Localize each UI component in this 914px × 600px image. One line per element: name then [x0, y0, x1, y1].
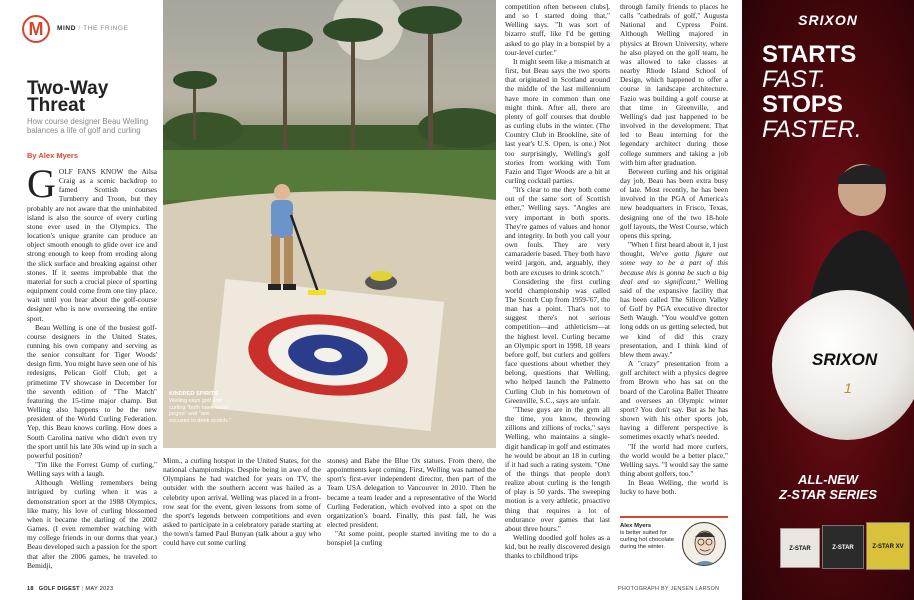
ball-brand: SRIXON — [812, 350, 878, 369]
photo-caption — [169, 391, 231, 425]
ad-brand: SRIXON — [798, 12, 858, 28]
ad-cta-2: Z-STAR SERIES — [779, 487, 877, 502]
col4-p2: It might seem like a mismatch at first, but Beau says the two sports that originated in Scotland around the middle of the last millennium have more in common than one might think. After all, there are plenty of golf courses that double as curling clubs in the winter. (The Country Club in Brookline, site of last year's U.S. Open, is one.) Not too surprisingly, Welling's golf stories from working with Tom Fazio and Tiger Woods are a hit at curling cocktail parties. — [505, 56, 610, 185]
col5-p3c: " Welling said of the expansive facility that has been called The Silicon Valley of Golf by PGA executive director Seth Waugh. "You would've gotten long odds on us getting selected, but we kind of did this crazy presentation, and I think kind of blew them away." — [620, 276, 728, 359]
box-2-label: Z-STAR — [832, 545, 854, 551]
body-column-5 — [620, 2, 728, 508]
caption-text: Welling says golf and curling "both have weird jargon" and "are excuses to drink scotch." — [169, 397, 231, 425]
section-letter: M — [28, 19, 44, 39]
author-bio-box — [620, 516, 728, 568]
col4-p1: competition often between clubs], and so I started doing that," Welling says. "It was sort of bizarro stuff, like I'd be getting asked to go play in a bonspiel by a tour-level curler." — [505, 2, 610, 57]
ad-line-1: STARTS — [762, 41, 857, 68]
col4-p3: "It's clear to me they both come out of the same sort of Scottish ether," Welling says. "Angles are very important in both sports. They're games of values and honor and integrity. In both you call your own fouls. They are very camaraderie based. They both have weird jargon, and, arguably, they both are excuses to drink scotch." — [505, 185, 610, 277]
srixon-ad[interactable] — [742, 0, 914, 600]
caption-title: KINDRED SPIRITS — [169, 391, 218, 397]
col3-p1: stones) and Babe the Blue Ox statues. From there, the appointments kept coming. First, Welling was named the sport's first-ever independent director, then part of the Team USA delegation to Vancouver in 2010. Then he became a team leader and a representative of the World Curling Federation, which evolved into a spot on the organization's board. Finally, this past fall, he was elected president. — [327, 456, 496, 530]
ad-line-4: FASTER. — [762, 116, 862, 143]
section-name: MIND — [57, 25, 77, 32]
ball-boxes — [780, 522, 912, 572]
col5-p5: "If the world had more curlers, the world would be a better place," Welling says. "I would say the same thing about golfers, too." — [620, 441, 728, 478]
box-1-label: Z-STAR — [789, 546, 811, 552]
col1-p4: Although Welling remembers being intrigued by curling when it was a demonstration sport at the 1988 Olympics, like many, his love of curling blossomed when it became the darling of the 2002 Games. (I even remember watching with my college friends in our dorms that year.) Beau developed such a passion for the sport that after the 2006 games, he traveled to Bemidji, — [27, 478, 157, 570]
col4-p6: Welling doodled golf holes as a kid, but he really discovered design thanks to childhood trips — [505, 533, 610, 561]
col4-p4: Considering the first curling world championship was called The Scotch Cup from 1959-'67, the man has a point. That's not to suggest there's not serious competition—and athleticism—at the highest level. Curling became an Olympic sport in 1998, 18 years before golf, but curlers and golfers face questions about whether they belong, questions that Welling, who helped launch the Palmetto Curling Club in his hometown of Greenville, S.C., says are unfair. — [505, 276, 610, 405]
issue-date: MAY 2023 — [85, 586, 114, 592]
body-column-1 — [27, 167, 157, 580]
col5-p6: In Beau Welling, the world is lucky to have both. — [620, 478, 728, 497]
author-caricature — [682, 522, 726, 566]
magazine-name: GOLF DIGEST — [38, 586, 80, 592]
page-number: 18 — [27, 586, 34, 592]
ad-cta-1: ALL-NEW — [798, 472, 858, 487]
drop-cap: G — [27, 167, 56, 206]
ball-number: 1 — [844, 380, 852, 396]
section-label: MIND / THE FRINGE — [57, 25, 129, 32]
ad-line-3: STOPS — [762, 91, 843, 118]
box-2 — [822, 525, 864, 569]
section-sub: THE FRINGE — [83, 25, 129, 32]
col5-p3a: "When I first heard about it, I just thought, We've — [620, 240, 728, 259]
section-badge — [22, 15, 50, 43]
bio-name: Alex Myers — [620, 523, 652, 529]
col5-p4: A "crazy" presentation from a golf architect with a physics degree from Brown who has sat on the board of the Carolina Ballet Theatre and oversees an Olympic winter sport? You don't say. But as he has shown with his other sports job, having a different perspective is sometimes exactly what's needed. — [620, 359, 728, 442]
col4-p5: "These guys are in the gym all the time, you know, throwing zillions and zillions of rocks," says Welling, who maintains a single-digit handicap in golf and estimates he would be about an 18 in curling if it had such a rating system. "One of the things that people don't realize about curling is the length of play is 50 yards. The sweeping motion is a very athletic, proactive thing that requires a lot of endurance over games that last about three hours." — [505, 404, 610, 533]
box-3 — [866, 522, 910, 570]
ad-headline — [762, 42, 912, 142]
col1-p1: OLF FANS KNOW the Ailsa Craig as a scenic backdrop to famed Scottish courses Turnberry and Troon, but they probably are not aware that the uninhabited island is also the source of every curling stone ever used in the Olympics. The location's unique granite can produce an object smooth enough to glide over ice and strong enough to keep from eroding along the slick surface and breaking against other stones. If it seems improbable that the material for such a crucial piece of sporting equipment could come from one tiny place, wait until you hear about the golf-course designer who is now overseeing the entire sport. — [27, 167, 157, 323]
box-1 — [780, 528, 820, 568]
headline: Two-Way Threat — [27, 78, 109, 116]
col1-p2: Beau Welling is one of the busiest golf-course designers in the United States, running his own company and serving as the senior consultant for Tiger Woods' design firm. You might have seen one of his redesigns, Pelican Golf Club, get a primetime TV showcase in December for the seventh edition of "The Match" featuring the 15-time major champ. But Welling also happens to be the new president of the World Curling Federation. Yep, this Beau knows curling. How does a South Carolina native who didn't even try the sport until his late 30s wind up in such a powerful position? — [27, 322, 157, 460]
dek: How course designer Beau Welling balances a life of golf and curling — [27, 117, 149, 136]
body-column-3 — [327, 456, 496, 580]
col5-p1: through family friends to places he calls "cathedrals of golf," Augusta National and Cypress Point. Although Welling majored in physics at Brown University, where he also played on the golf team, he was allowed to take classes at nearby Rhode Island School of Design, which happened to offer a course in landscape architecture. Fazio was building a golf course at that time in Greenville, and Welling's dad just happened to be involved in the development. That led to Beau interning for the legendary architect during those college summers and taking a job with him after graduation. — [620, 2, 728, 167]
page-footer: 18 GOLF DIGEST | MAY 2023 — [27, 586, 114, 592]
col1-p3: "I'm like the Forrest Gump of curling," Welling says with a laugh. — [27, 460, 157, 479]
ad-line-2: FAST. — [762, 66, 827, 93]
bio-text — [620, 523, 678, 551]
body-column-2 — [163, 456, 321, 580]
body-column-4 — [505, 2, 610, 580]
bio-desc: is better suited for curling hot chocolate during the winter. — [620, 530, 675, 550]
photo-illustration — [163, 0, 496, 448]
box-3-label: Z-STAR XV — [872, 544, 904, 550]
byline: By Alex Myers — [27, 151, 78, 160]
col2-p1: Minn., a curling hotspot in the United States, for the national championships. Despite being in awe of the Olympians he had watched for years on TV, the outsider with the southern accent was hailed as a celebrity upon arrival. Welling was placed in a front-row seat for the event, given lessons from some of the sport's legends between competitions and even asked to participate in a celebratory parade starting at the town's famed Paul Bunyan (talk about a guy who could have cut some curling — [163, 456, 321, 548]
col5-p2: Between curling and his original day job, Beau has been extra busy of late. Most recently, he has been involved in the PGA of America's new headquarters in Frisco, Texas, designing one of the two 18-hole golf layouts, the West Course, which opens this spring. — [620, 166, 728, 240]
ad-cta — [742, 472, 914, 502]
col3-p2: "At some point, people started inviting me to do a bonspiel [a curling — [327, 529, 496, 548]
feature-photo — [163, 0, 496, 448]
col5-p3b: gotta figure out some way to be a part of this because this is gonna be such a big deal and so significant, — [620, 249, 728, 286]
golf-ball — [772, 290, 914, 440]
photo-credit: PHOTOGRAPH BY JENSEN LARSON — [618, 586, 720, 592]
